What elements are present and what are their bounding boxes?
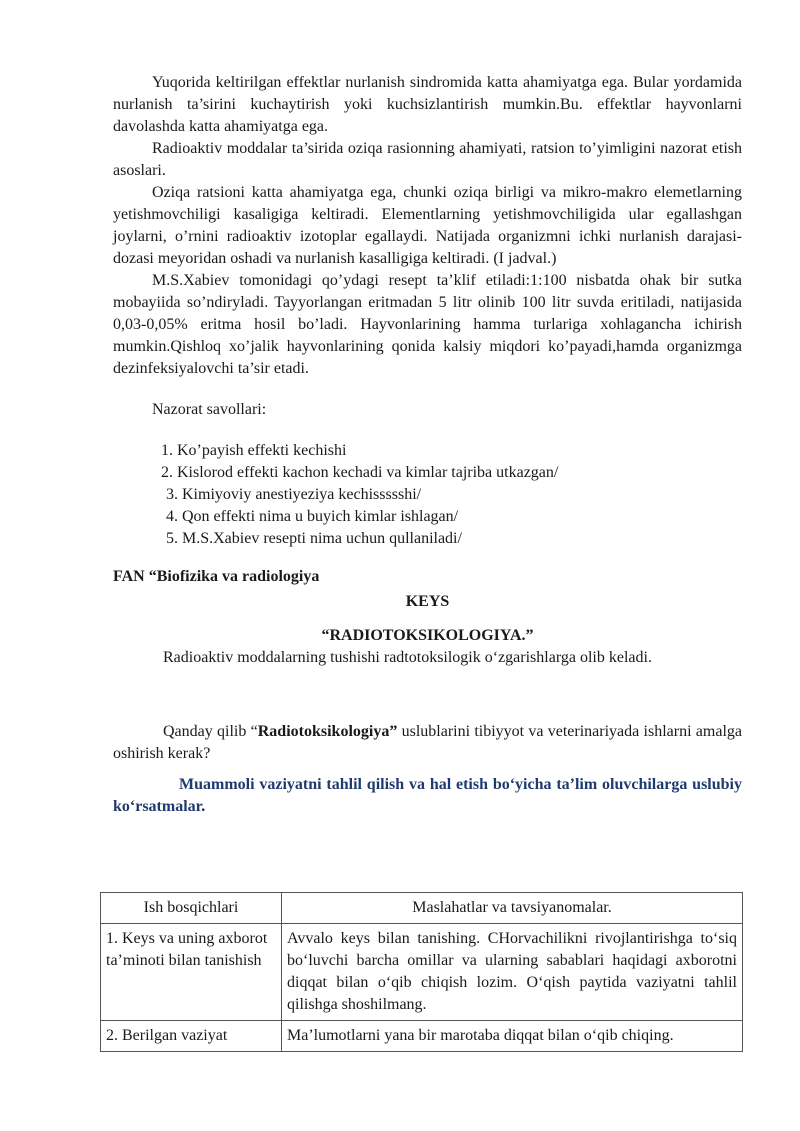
question-after: uslublarini tibiyyot va veterinariyada ishlarni amalga oshirish kerak? [113, 723, 742, 762]
table-cell: Ma’lumotlarni yana bir marotaba diqqat bilan o‘qib chiqing. [282, 1021, 743, 1052]
table-cell: 1. Keys va uning axborot ta’minoti bilan tanishish [101, 924, 282, 1021]
method-heading-text: Muammoli vaziyatni tahlil qilish va hal etish bo‘yicha ta’lim oluvchilarga uslubiy ko‘rsatmalar [113, 776, 742, 815]
paragraph-ration-basics: Radioaktiv moddalar ta’sirida oziqa rasionning ahamiyati, ratsion to’yimligini nazorat etish asoslari. [113, 140, 742, 179]
table-row [101, 1021, 743, 1052]
table-row [101, 924, 743, 1021]
question-item: 1. Ko’payish effekti kechishi [161, 442, 347, 459]
document-body [113, 72, 742, 818]
method-heading [113, 774, 742, 818]
question-before: Qanday qilib “ [163, 723, 258, 740]
paragraph-xabiev-recipe: M.S.Xabiev tomonidagi qo’ydagi resept ta’klif etiladi:1:100 nisbatda ohak bir sutka mobayiida so’ndiryladi. Tayyorlangan eritmadan 5 litr olinib 100 litr suvda eritiladi, natijasida 0,03-0,05% eritma hosil bo’ladi. Hayvonlarining hamma turlariga xohlagancha ichirish mumkin.Qishloq xo’jalik hayvonlarining qonida kalsiy miqdori ko’payadi,hamda organizmga dezinfeksiyalovchi ta’sir etadi. [113, 272, 742, 377]
subject-title: FAN “Biofizika va radiologiya [113, 568, 320, 585]
spacer [113, 669, 742, 721]
table-cell: 2. Berilgan vaziyat [101, 1021, 282, 1052]
keys-heading: KEYS [405, 593, 450, 610]
question-item: 2. Kislorod effekti kachon kechadi va kimlar tajriba utkazgan/ [161, 464, 559, 481]
method-heading-end: . [201, 798, 206, 815]
spacer [113, 380, 742, 399]
spacer [113, 550, 742, 566]
questions-list [113, 440, 742, 550]
table-header-row [101, 893, 743, 924]
paragraph-radiation-effects: Yuqorida keltirilgan effektlar nurlanish sindromida katta ahamiyatga ega. Bular yordamida nurlanish ta’sirini kuchaytirish yoki kuchsizlantirish mumkin.Bu. effektlar hayvonlarni davolashda katta ahamiyatga ega. [113, 74, 742, 135]
question-bold: Radiotoksikologiya” [257, 723, 398, 740]
question-item: 4. Qon effekti nima u buyich kimlar ishlagan/ [166, 508, 459, 525]
keys-question [113, 721, 742, 765]
question-item: 5. M.S.Xabiev resepti nima uchun qullaniladi/ [166, 530, 462, 547]
spacer [113, 421, 742, 440]
keys-title: “RADIOTOKSIKOLOGIYA.” [321, 627, 534, 644]
questions-title: Nazorat savollari: [152, 401, 267, 418]
keys-text: Radioaktiv moddalarning tushishi radtotoksilogik o‘zgarishlarga olib keladi. [163, 649, 652, 666]
method-table [100, 892, 743, 1052]
paragraph-ration-importance: Oziqa ratsioni katta ahamiyatga ega, chunki oziqa birligi va mikro-makro elemetlarning yetishmovchiligi kasaligiga keltiradi. Elementlarning yetishmovchiligida ular egallashgan joylarni, o’rnini radioaktiv izotoplar egallaydi. Natijada organizmni ichki nurlanish darajasi-dozasi meyoridan oshadi va nurlanish kasalligiga keltiradi. (I jadval.) [113, 184, 742, 267]
spacer [113, 613, 742, 625]
table-cell: Avvalo keys bilan tanishing. CHorvachilikni rivojlantirishga to‘siq bo‘luvchi barcha omillar va ularning sabablari haqidagi axborotni diqqat bilan o‘qib chiqish lozim. O‘qish paytida vaziyatni tahlil qilishga shoshilmang. [282, 924, 743, 1021]
spacer [113, 765, 742, 774]
table-header-cell: Ish bosqichlari [101, 893, 282, 924]
table-header-cell: Maslahatlar va tavsiyanomalar. [282, 893, 743, 924]
question-item: 3. Kimiyoviy anestiyeziya kechissssshi/ [166, 486, 422, 503]
